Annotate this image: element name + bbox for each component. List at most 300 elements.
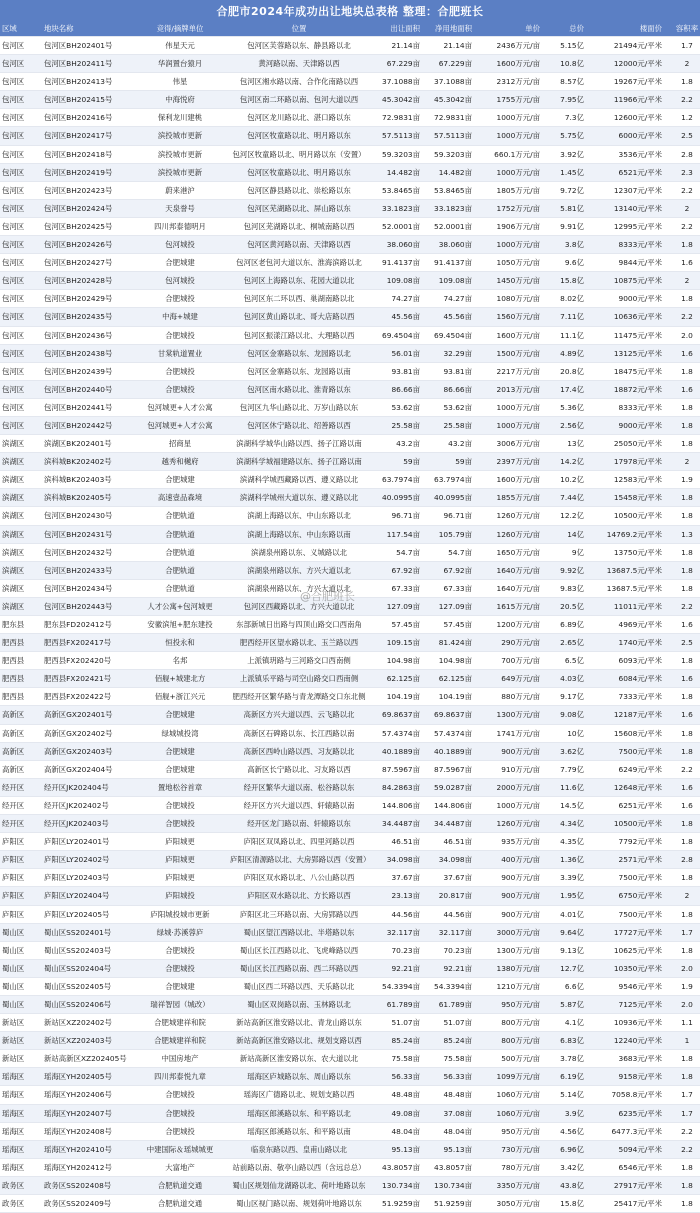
cell-total: 5.14亿 [542, 1086, 586, 1104]
cell-buyer: 合肥城投 [132, 290, 228, 308]
cell-floor-price: 27917元/平米 [586, 1176, 664, 1194]
header-row [0, 22, 700, 37]
cell-area: 72.9831亩 [370, 109, 422, 127]
cell-area: 92.21亩 [370, 959, 422, 977]
cell-total: 14亿 [542, 525, 586, 543]
cell-location: 滨湖科学城华山路以西、扬子江路以南 [228, 435, 370, 453]
cell-far: 1.8 [664, 742, 700, 760]
cell-floor-price: 4969元/平米 [586, 616, 664, 634]
cell-location: 蜀山区双岗路以南、玉林路以北 [228, 995, 370, 1013]
cell-unit-price: 2217万元/亩 [474, 362, 542, 380]
cell-total: 5.15亿 [542, 37, 586, 55]
cell-district: 包河区 [0, 236, 42, 254]
cell-net-area: 93.81亩 [422, 362, 474, 380]
cell-plot-name: 高新区GX202403号 [42, 742, 132, 760]
cell-location: 黄河路以南、天津路以西 [228, 55, 370, 73]
cell-far: 1.6 [664, 254, 700, 272]
cell-buyer: 中海+城建 [132, 308, 228, 326]
cell-district: 经开区 [0, 796, 42, 814]
cell-unit-price: 660.1万元/亩 [474, 145, 542, 163]
cell-plot-name: 经开区JK202403号 [42, 815, 132, 833]
cell-far: 2.0 [664, 326, 700, 344]
cell-far: 2.2 [664, 1122, 700, 1140]
cell-total: 6.89亿 [542, 616, 586, 634]
cell-far: 1.8 [664, 941, 700, 959]
cell-buyer: 高速壹品森境 [132, 489, 228, 507]
table-row [0, 959, 700, 977]
cell-total: 3.9亿 [542, 1104, 586, 1122]
cell-location: 瑶海区庐城路以东、周山路以东 [228, 1068, 370, 1086]
cell-total: 9.91亿 [542, 217, 586, 235]
cell-district: 包河区 [0, 37, 42, 55]
cell-buyer: 瑞祥智园（城改） [132, 995, 228, 1013]
cell-floor-price: 9546元/平米 [586, 977, 664, 995]
cell-plot-name: 包河区BH202401号 [42, 37, 132, 55]
cell-unit-price: 1060万元/亩 [474, 1104, 542, 1122]
cell-far: 1.6 [664, 380, 700, 398]
cell-far: 2 [664, 199, 700, 217]
cell-total: 9.17亿 [542, 688, 586, 706]
cell-area: 37.67亩 [370, 869, 422, 887]
cell-unit-price: 3000万元/亩 [474, 923, 542, 941]
cell-net-area: 85.24亩 [422, 1032, 474, 1050]
cell-net-area: 20.817亩 [422, 887, 474, 905]
cell-buyer: 中海悦府 [132, 91, 228, 109]
cell-area: 43.2亩 [370, 435, 422, 453]
cell-buyer: 四川邦泰德明月 [132, 217, 228, 235]
cell-net-area: 43.8057亩 [422, 1158, 474, 1176]
table-row [0, 254, 700, 272]
cell-location: 经开区繁华大道以南、松谷路以东 [228, 778, 370, 796]
cell-area: 51.9259亩 [370, 1195, 422, 1213]
cell-floor-price: 9000元/平米 [586, 416, 664, 434]
cell-far: 1.6 [664, 796, 700, 814]
cell-floor-price: 10350元/平米 [586, 959, 664, 977]
cell-far: 1.8 [664, 579, 700, 597]
cell-total: 13亿 [542, 435, 586, 453]
cell-net-area: 33.1823亩 [422, 199, 474, 217]
cell-buyer: 安徽滨旭+肥东建投 [132, 616, 228, 634]
cell-buyer: 大富地产 [132, 1158, 228, 1176]
table-row [0, 344, 700, 362]
cell-location: 包河区西藏路以北、方兴大道以北 [228, 597, 370, 615]
cell-area: 70.23亩 [370, 941, 422, 959]
cell-far: 2.2 [664, 181, 700, 199]
cell-floor-price: 21494元/平米 [586, 37, 664, 55]
cell-total: 7.11亿 [542, 308, 586, 326]
cell-net-area: 45.3042亩 [422, 91, 474, 109]
cell-plot-name: 蜀山区SS202404号 [42, 959, 132, 977]
cell-unit-price: 1741万元/亩 [474, 724, 542, 742]
cell-plot-name: 包河区BH202425号 [42, 217, 132, 235]
cell-location: 滨湖上海路以东、中山东路以北 [228, 507, 370, 525]
cell-net-area: 56.33亩 [422, 1068, 474, 1086]
table-row [0, 815, 700, 833]
cell-net-area: 53.8465亩 [422, 181, 474, 199]
cell-unit-price: 1855万元/亩 [474, 489, 542, 507]
cell-district: 肥东县 [0, 616, 42, 634]
cell-plot-name: 肥西县FX202422号 [42, 688, 132, 706]
cell-area: 44.56亩 [370, 905, 422, 923]
cell-district: 滨湖区 [0, 597, 42, 615]
cell-unit-price: 880万元/亩 [474, 688, 542, 706]
table-row [0, 91, 700, 109]
cell-buyer: 人才公寓+包河城更 [132, 597, 228, 615]
cell-floor-price: 7333元/平米 [586, 688, 664, 706]
cell-far: 1.8 [664, 724, 700, 742]
cell-district: 肥西县 [0, 688, 42, 706]
cell-floor-price: 12648元/平米 [586, 778, 664, 796]
cell-location: 包河区南二环路以南、包河大道以西 [228, 91, 370, 109]
cell-net-area: 72.9831亩 [422, 109, 474, 127]
cell-district: 包河区 [0, 380, 42, 398]
cell-plot-name: 包河区BH202416号 [42, 109, 132, 127]
cell-net-area: 43.2亩 [422, 435, 474, 453]
cell-plot-name: 庐阳区LY202401号 [42, 833, 132, 851]
cell-total: 14.2亿 [542, 453, 586, 471]
cell-net-area: 59亩 [422, 453, 474, 471]
cell-location: 高新区西岭山路以西、习友路以北 [228, 742, 370, 760]
table-row [0, 869, 700, 887]
cell-unit-price: 1000万元/亩 [474, 109, 542, 127]
cell-far: 1.8 [664, 236, 700, 254]
cell-location: 包河区牧童路以北、明月路以东（安置） [228, 145, 370, 163]
cell-far: 2.5 [664, 127, 700, 145]
table-row [0, 290, 700, 308]
cell-net-area: 62.125亩 [422, 670, 474, 688]
cell-area: 117.54亩 [370, 525, 422, 543]
table-row [0, 55, 700, 73]
cell-district: 滨湖区 [0, 435, 42, 453]
cell-area: 54.3394亩 [370, 977, 422, 995]
cell-plot-name: 包河区BH202436号 [42, 326, 132, 344]
cell-area: 51.07亩 [370, 1014, 422, 1032]
cell-buyer: 合肥轨道 [132, 543, 228, 561]
cell-net-area: 127.09亩 [422, 597, 474, 615]
cell-unit-price: 1099万元/亩 [474, 1068, 542, 1086]
cell-buyer: 合肥城投 [132, 959, 228, 977]
cell-plot-name: 包河区BH202443号 [42, 597, 132, 615]
cell-unit-price: 1600万元/亩 [474, 326, 542, 344]
table-row [0, 670, 700, 688]
cell-area: 48.04亩 [370, 1122, 422, 1140]
cell-buyer: 合肥城投 [132, 362, 228, 380]
cell-location: 站前路以南、敬亭山路以西（含远总总） [228, 1158, 370, 1176]
cell-total: 8.02亿 [542, 290, 586, 308]
table-row [0, 308, 700, 326]
cell-buyer: 合肥轨道交通 [132, 1176, 228, 1194]
cell-area: 62.125亩 [370, 670, 422, 688]
cell-district: 高新区 [0, 724, 42, 742]
cell-unit-price: 910万元/亩 [474, 760, 542, 778]
cell-net-area: 48.04亩 [422, 1122, 474, 1140]
cell-location: 庐阳区北三环路以南、大房郢路以西 [228, 905, 370, 923]
cell-buyer: 中国房地产 [132, 1050, 228, 1068]
cell-buyer: 滨投城市更新 [132, 163, 228, 181]
cell-district: 滨湖区 [0, 543, 42, 561]
header-net-area: 净用地面积 [422, 22, 474, 37]
cell-far: 1.3 [664, 525, 700, 543]
cell-far: 2.8 [664, 145, 700, 163]
cell-buyer: 华润置台猿月 [132, 55, 228, 73]
cell-unit-price: 780万元/亩 [474, 1158, 542, 1176]
table-row [0, 199, 700, 217]
cell-district: 瑶海区 [0, 1086, 42, 1104]
cell-net-area: 52.0001亩 [422, 217, 474, 235]
cell-net-area: 37.08亩 [422, 1104, 474, 1122]
cell-district: 新站区 [0, 1032, 42, 1050]
cell-buyer: 合肥城投 [132, 1122, 228, 1140]
cell-buyer: 包河城投 [132, 272, 228, 290]
cell-district: 蜀山区 [0, 923, 42, 941]
cell-area: 130.734亩 [370, 1176, 422, 1194]
cell-area: 38.060亩 [370, 236, 422, 254]
cell-location: 滨湖科学城州大道以东、遵义路以北 [228, 489, 370, 507]
cell-plot-name: 蜀山区SS202405号 [42, 977, 132, 995]
cell-net-area: 40.1889亩 [422, 742, 474, 760]
cell-unit-price: 1260万元/亩 [474, 815, 542, 833]
cell-location: 临泉东路以西、皇甫山路以北 [228, 1140, 370, 1158]
cell-location: 包河区南水路以北、淮青路以东 [228, 380, 370, 398]
cell-location: 包河区金寨路以东、龙园路以北 [228, 344, 370, 362]
cell-total: 9亿 [542, 543, 586, 561]
cell-net-area: 32.29亩 [422, 344, 474, 362]
cell-area: 54.7亩 [370, 543, 422, 561]
cell-total: 1.45亿 [542, 163, 586, 181]
cell-buyer: 中建国际＆瑶城城更 [132, 1140, 228, 1158]
cell-net-area: 59.0287亩 [422, 778, 474, 796]
cell-total: 5.75亿 [542, 127, 586, 145]
cell-buyer: 合肥城投 [132, 380, 228, 398]
land-table [0, 22, 700, 1213]
cell-location: 瑶海区郎溪路以东、和平路以北 [228, 1104, 370, 1122]
cell-total: 4.34亿 [542, 815, 586, 833]
watermark: @合肥班长 [300, 590, 355, 603]
cell-area: 109.15亩 [370, 634, 422, 652]
table-row [0, 1014, 700, 1032]
cell-far: 2.5 [664, 634, 700, 652]
cell-far: 1.8 [664, 398, 700, 416]
cell-total: 1.95亿 [542, 887, 586, 905]
cell-buyer: 庐阳城更 [132, 851, 228, 869]
cell-total: 3.92亿 [542, 145, 586, 163]
cell-buyer: 合肥城建 [132, 977, 228, 995]
cell-far: 2.0 [664, 995, 700, 1013]
cell-district: 包河区 [0, 163, 42, 181]
cell-area: 52.0001亩 [370, 217, 422, 235]
cell-area: 37.1088亩 [370, 73, 422, 91]
cell-floor-price: 7500元/平米 [586, 869, 664, 887]
cell-plot-name: 包河区BH202438号 [42, 344, 132, 362]
cell-location: 包河区黄山路以北、哥大店路以西 [228, 308, 370, 326]
cell-district: 包河区 [0, 344, 42, 362]
cell-net-area: 109.08亩 [422, 272, 474, 290]
cell-far: 1.8 [664, 1195, 700, 1213]
cell-net-area: 57.4374亩 [422, 724, 474, 742]
cell-net-area: 104.19亩 [422, 688, 474, 706]
cell-unit-price: 1050万元/亩 [474, 254, 542, 272]
cell-unit-price: 3006万元/亩 [474, 435, 542, 453]
table-row [0, 109, 700, 127]
cell-plot-name: 包河区BH202430号 [42, 507, 132, 525]
cell-area: 57.45亩 [370, 616, 422, 634]
cell-floor-price: 6521元/平米 [586, 163, 664, 181]
cell-far: 1.9 [664, 471, 700, 489]
cell-location: 蜀山区视门路以南、规划荷叶地路以东 [228, 1195, 370, 1213]
cell-plot-name: 瑶海区YH202408号 [42, 1122, 132, 1140]
cell-plot-name: 包河区BH202415号 [42, 91, 132, 109]
cell-location: 庐阳区双水路以北、方长路以西 [228, 887, 370, 905]
cell-area: 75.58亩 [370, 1050, 422, 1068]
cell-plot-name: 包河区BH202426号 [42, 236, 132, 254]
cell-net-area: 67.229亩 [422, 55, 474, 73]
table-row [0, 1122, 700, 1140]
cell-total: 15.8亿 [542, 272, 586, 290]
cell-total: 2.56亿 [542, 416, 586, 434]
cell-buyer: 绿城城投湾 [132, 724, 228, 742]
cell-total: 6.19亿 [542, 1068, 586, 1086]
cell-plot-name: 包河区BH202427号 [42, 254, 132, 272]
cell-area: 93.81亩 [370, 362, 422, 380]
cell-total: 12.7亿 [542, 959, 586, 977]
table-row [0, 471, 700, 489]
cell-floor-price: 7500元/平米 [586, 742, 664, 760]
cell-district: 蜀山区 [0, 977, 42, 995]
cell-location: 高新区长宁路以北、习友路以西 [228, 760, 370, 778]
cell-buyer: 绿城·苏溪蓉庐 [132, 923, 228, 941]
cell-total: 4.01亿 [542, 905, 586, 923]
table-row [0, 616, 700, 634]
cell-total: 20.8亿 [542, 362, 586, 380]
cell-plot-name: 包河区BH202423号 [42, 181, 132, 199]
cell-district: 包河区 [0, 398, 42, 416]
table-body [0, 37, 700, 1213]
cell-net-area: 37.1088亩 [422, 73, 474, 91]
cell-floor-price: 12187元/平米 [586, 706, 664, 724]
cell-plot-name: 政务区SS202409号 [42, 1195, 132, 1213]
cell-plot-name: 包河区BH202431号 [42, 525, 132, 543]
cell-plot-name: 蜀山区SS202401号 [42, 923, 132, 941]
cell-location: 蜀山区望江西路以北、半塔路以东 [228, 923, 370, 941]
cell-buyer: 甘棠轨道置业 [132, 344, 228, 362]
cell-unit-price: 900万元/亩 [474, 869, 542, 887]
cell-area: 67.92亩 [370, 561, 422, 579]
cell-unit-price: 1500万元/亩 [474, 344, 542, 362]
cell-area: 43.8057亩 [370, 1158, 422, 1176]
table-row [0, 1176, 700, 1194]
cell-total: 6.83亿 [542, 1032, 586, 1050]
cell-unit-price: 1755万元/亩 [474, 91, 542, 109]
table-row [0, 236, 700, 254]
cell-far: 1.8 [664, 561, 700, 579]
cell-floor-price: 19267元/平米 [586, 73, 664, 91]
cell-location: 包河区芜湖路以北、屏山路以东 [228, 199, 370, 217]
cell-far: 1.8 [664, 833, 700, 851]
cell-total: 2.65亿 [542, 634, 586, 652]
table-row [0, 181, 700, 199]
cell-unit-price: 1906万元/亩 [474, 217, 542, 235]
cell-unit-price: 1080万元/亩 [474, 290, 542, 308]
cell-far: 1.8 [664, 869, 700, 887]
cell-plot-name: 政务区SS202408号 [42, 1176, 132, 1194]
cell-buyer: 包河城投 [132, 236, 228, 254]
cell-area: 34.098亩 [370, 851, 422, 869]
cell-unit-price: 3050万元/亩 [474, 1195, 542, 1213]
cell-net-area: 38.060亩 [422, 236, 474, 254]
cell-buyer: 佰舰+城建北方 [132, 670, 228, 688]
cell-floor-price: 8333元/平米 [586, 398, 664, 416]
cell-floor-price: 6251元/平米 [586, 796, 664, 814]
cell-far: 1.8 [664, 1176, 700, 1194]
cell-total: 5.36亿 [542, 398, 586, 416]
cell-floor-price: 7500元/平米 [586, 905, 664, 923]
cell-net-area: 34.098亩 [422, 851, 474, 869]
cell-far: 2 [664, 272, 700, 290]
cell-plot-name: 包河区BH202433号 [42, 561, 132, 579]
cell-area: 74.27亩 [370, 290, 422, 308]
cell-floor-price: 18475元/平米 [586, 362, 664, 380]
cell-district: 经开区 [0, 815, 42, 833]
cell-far: 1.2 [664, 109, 700, 127]
cell-total: 3.42亿 [542, 1158, 586, 1176]
table-row [0, 1068, 700, 1086]
cell-total: 5.81亿 [542, 199, 586, 217]
cell-district: 包河区 [0, 91, 42, 109]
cell-plot-name: 肥西县FX202421号 [42, 670, 132, 688]
cell-net-area: 70.23亩 [422, 941, 474, 959]
cell-floor-price: 9000元/平米 [586, 290, 664, 308]
cell-net-area: 104.98亩 [422, 652, 474, 670]
cell-plot-name: 包河区BH202439号 [42, 362, 132, 380]
cell-far: 1.8 [664, 290, 700, 308]
cell-total: 9.72亿 [542, 181, 586, 199]
cell-unit-price: 400万元/亩 [474, 851, 542, 869]
cell-unit-price: 1600万元/亩 [474, 55, 542, 73]
cell-plot-name: 瑶海区YH202405号 [42, 1068, 132, 1086]
cell-plot-name: 包河区BH202413号 [42, 73, 132, 91]
cell-area: 59亩 [370, 453, 422, 471]
cell-unit-price: 1380万元/亩 [474, 959, 542, 977]
cell-unit-price: 1000万元/亩 [474, 127, 542, 145]
cell-plot-name: 瑶海区YH202406号 [42, 1086, 132, 1104]
cell-floor-price: 11011元/平米 [586, 597, 664, 615]
cell-location: 蜀山区长江西路以北、飞虎峰路以西 [228, 941, 370, 959]
cell-far: 2 [664, 453, 700, 471]
cell-total: 7.3亿 [542, 109, 586, 127]
cell-location: 包河区芙蓉路以东、静县路以北 [228, 37, 370, 55]
cell-district: 政务区 [0, 1195, 42, 1213]
cell-location: 包河区振漾江路以北、大理路以西 [228, 326, 370, 344]
cell-district: 瑶海区 [0, 1140, 42, 1158]
cell-location: 滨湖泉州路以东、方兴大道以北 [228, 561, 370, 579]
cell-buyer: 合肥城投 [132, 941, 228, 959]
cell-buyer: 包河城更+人才公寓 [132, 416, 228, 434]
cell-net-area: 69.4504亩 [422, 326, 474, 344]
cell-floor-price: 6546元/平米 [586, 1158, 664, 1176]
table-row [0, 923, 700, 941]
cell-area: 87.5967亩 [370, 760, 422, 778]
cell-buyer: 招商星 [132, 435, 228, 453]
cell-floor-price: 25417元/平米 [586, 1195, 664, 1213]
cell-far: 1.8 [664, 1158, 700, 1176]
cell-unit-price: 1650万元/亩 [474, 543, 542, 561]
cell-plot-name: 蜀山区SS202403号 [42, 941, 132, 959]
cell-floor-price: 12240元/平米 [586, 1032, 664, 1050]
cell-plot-name: 包河区BH202441号 [42, 398, 132, 416]
cell-buyer: 滨投城市更新 [132, 127, 228, 145]
table-row [0, 995, 700, 1013]
cell-district: 肥西县 [0, 652, 42, 670]
